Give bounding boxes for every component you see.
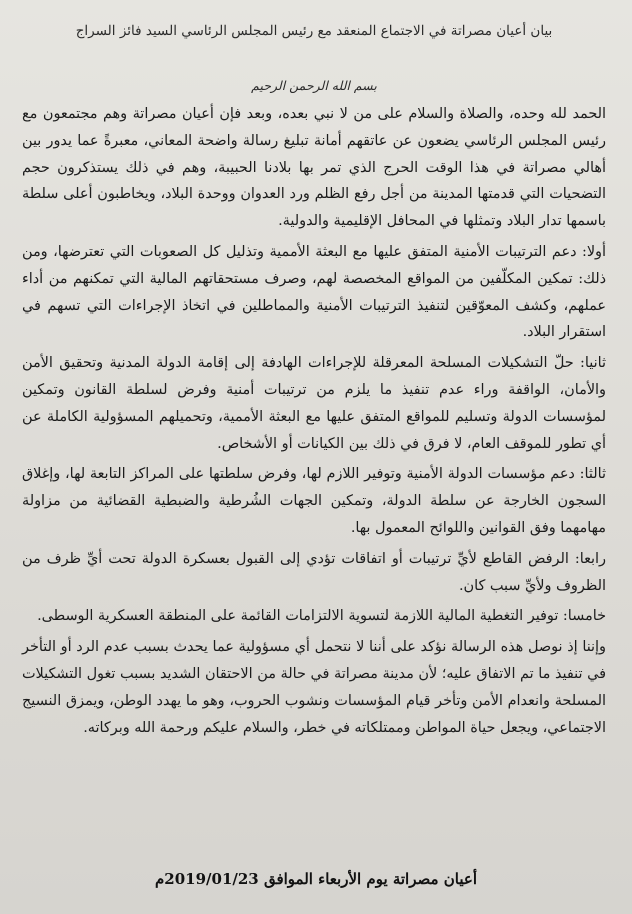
intro-paragraph: الحمد لله وحده، والصلاة والسلام على من لا نبي بعده، وبعد فإن أعيان مصراتة وهم مجتمعون مع رئيس المجلس الرئاسي يضعون عن عاتقهم أمانة تبليغ رسالة واضحة المعاني، معبرةً عما يدور بين أهالي مصراتة في هذا الوقت الحرج الذي تمر بها بلادنا الحبيبة، وهم في ذلك يستذكرون حجم التضحيات التي قدمتها المدينة من أجل رفع الظلم ورد العدوان ووحدة البلاد، ويخاطبون أعلى سلطة باسمها تدار البلاد وتمثلها في المحافل الإقليمية والدولية. xyxy=(22,106,606,230)
basmala: بسم الله الرحمن الرحيم xyxy=(251,78,377,93)
signoff-line: أعيان مصراتة يوم الأربعاء الموافق 2019/01/23م xyxy=(154,870,477,888)
closing-paragraph: وإننا إذ نوصل هذه الرسالة نؤكد على أننا لا نتحمل أي مسؤولية عما يحدث بسبب عدم الرد أو التأخر في تنفيذ ما تم الاتفاق عليه؛ لأن مدينة مصراتة في حالة من الاحتقان الشديد بسبب تغول التشكيلات المسلحة وانعدام الأمن وتأخر قيام المؤسسات ونشوب الحروب، وهو ما يهدد الوطن، ويمزق النسيج الاجتماعي، ويجعل حياة المواطن وممتلكاته في خطر، والسلام عليكم ورحمة الله وبركاته. xyxy=(22,639,606,736)
document-title: بيان أعيان مصراتة في الاجتماع المنعقد مع رئيس المجلس الرئاسي السيد فائز السراج xyxy=(75,23,553,39)
point-5-paragraph: خامسا: توفير التغطية المالية اللازمة لتسوية الالتزامات القائمة على المنطقة العسكرية الوسطى. xyxy=(37,608,606,625)
point-2-paragraph: ثانيا: حلّ التشكيلات المسلحة المعرقلة للإجراءات الهادفة إلى إقامة الدولة المدنية وتحقيق الأمن والأمان، الواقفة وراء عدم تنفيذ ما يلزم من ترتيبات أمنية وفرض لسلطة القانون وتمكين لمؤسسات الدولة وتسليم للمواقع المتفق عليها مع البعثة الأممية، وتحميلهم المسؤولية الكاملة عن أي تطور للموقف العام، لا فرق في ذلك بين الكيانات أو الأشخاص. xyxy=(22,355,606,452)
point-3-paragraph: ثالثا: دعم مؤسسات الدولة الأمنية وتوفير اللازم لها، وفرض سلطتها على المراكز التابعة لها، وإغلاق السجون الخارجة عن سلطة الدولة، وتمكين الجهات الشُرطية والضبطية القضائية من مزاولة مهامهما وفق القوانين واللوائح المعمول بها. xyxy=(22,466,606,536)
point-4-paragraph: رابعا: الرفض القاطع لأيِّ ترتيبات أو اتفاقات تؤدي إلى القبول بعسكرة الدولة تحت أيِّ ظرف من الظروف ولأيِّ سبب كان. xyxy=(22,550,606,594)
point-1-paragraph: أولا: دعم الترتيبات الأمنية المتفق عليها مع البعثة الأممية وتذليل كل الصعوبات التي تعترضها، ومن ذلك: تمكين المكلّفين من المواقع المخصصة لهم، وصرف مستحقاتهم المالية التي تمكنهم من أداء عملهم، وكشف المعوّقين لتنفيذ الترتيبات الأمنية والمماطلين في اتخاذ الإجراءات التي تسهم في استقرار البلاد. xyxy=(22,243,606,341)
